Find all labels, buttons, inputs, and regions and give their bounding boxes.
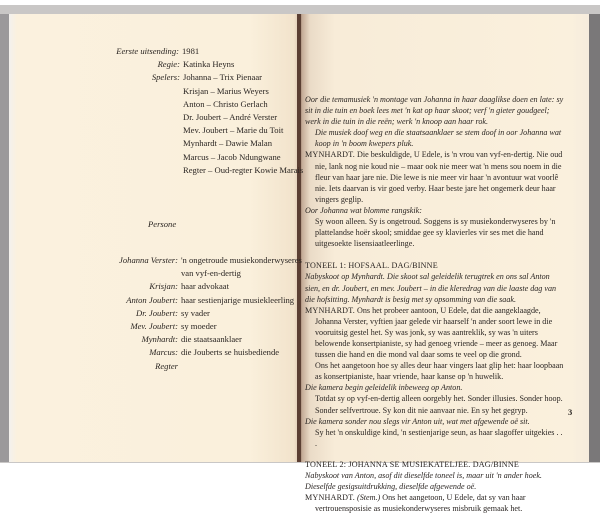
first-broadcast-label: Eerste uitsending: — [116, 46, 179, 56]
stage-direction: Die kamera sonder nou slegs vir Anton uit, wat met afgewende oë sit. — [305, 416, 530, 426]
character-row — [60, 280, 302, 293]
dialogue-text: Die beskuldigde, U Edele, is 'n vrou van vyf-en-dertig. Nie oud nie, lank nog nie koud nie – maar ook nie meer wat 'n mens sou noem in die fleur van haar jare nie. Die lewe is nie meer vir haar 'n avontuur wat voorlê nie. Iets daarvan is vir goed verby. Haar beste jare het ongemerk deur haar vingers geglip. — [315, 150, 563, 204]
cast-member: Johanna – Trix Pienaar — [183, 72, 263, 83]
page-number: 3 — [568, 407, 573, 417]
book-cover-edge-right — [589, 14, 600, 462]
stage-direction: Nabyskoot op Mynhardt. Die skoot sal geleidelik terugtrek en ons sal Anton sien, en dr. Joubert, en mev. Joubert – in die kleredrag van die laaste dag van die hofsitting. Mynhardt is besig met sy opsomming van die saak. — [305, 272, 557, 304]
dialogue-text: Sy woon alleen. Sy is ongetroud. Soggens is sy musiekonderwyseres by 'n plattelandse hoër skool; smiddae gee sy klavierles vir ses met die hand uitgesoekte lisensiaatleerlinge. — [315, 217, 556, 249]
scene-heading: TONEEL 2: JOHANNA SE MUSIEKATELJEE. DAG/BINNE — [305, 459, 520, 469]
character-desc: sy moeder — [181, 321, 217, 332]
cast-member: Mynhardt – Dawie Malan — [183, 138, 273, 149]
script-text — [305, 94, 565, 514]
dialogue-text: Ons het aangetoon hoe sy alles deur haar vingers laat glip het: haar loopbaan as konsertpianiste, haar vriende, haar kanse op 'n huwelik. — [315, 361, 564, 382]
parenthetical: (Stem.) — [357, 493, 381, 503]
character-row — [60, 307, 302, 320]
character-name: Mynhardt: — [141, 334, 178, 345]
character-row — [60, 346, 302, 359]
dialogue-text: Sy het 'n onskuldige kind, 'n sestienjarige seun, as haar slagoffer uitgekies . . . — [315, 427, 563, 448]
character-row — [60, 294, 302, 307]
dialogue-text: Ons het aangetoon, U Edele, dat sy van haar vertrouensposisie as musiekonderwyseres misbruik gemaak het. — [315, 493, 526, 514]
character-name: Mev. Joubert: — [130, 321, 178, 332]
character-desc: 'n ongetroude musiekonderwyseres — [181, 255, 302, 265]
character-row — [60, 360, 302, 373]
character-desc: haar sestienjarige musiekleerling — [181, 294, 295, 305]
credits-block — [116, 45, 303, 177]
stage-direction: Die musiek doof weg en die staatsaanklaer se stem doof in oor Johanna wat koop in 'n boom kwepers pluk. — [315, 128, 562, 149]
cast-member: Anton – Christo Gerlach — [183, 98, 268, 109]
character-row — [60, 254, 302, 267]
cast-row — [116, 71, 303, 84]
dialogue — [305, 149, 565, 204]
dialogue — [305, 305, 565, 360]
character-row — [60, 333, 302, 346]
cast-member: Regter – Oud-regter Kowie Marais — [183, 164, 304, 175]
persone-heading: Persone — [148, 219, 177, 229]
dialogue-text: Totdat sy op vyf-en-dertig alleen oorgebly het. Sonder illusies. Sonder hoop. Sonder selfvertroue. Sy kon dit nie aanvaar nie. En sy het gegryp. — [315, 394, 563, 415]
stage-direction: Nabyskoot van Anton, asof dit dieselfde toneel is, maar uit 'n ander hoek. Dieselfde gesigsuitdrukking, dieselfde afgewende oë. — [305, 471, 542, 492]
director-row — [116, 58, 303, 71]
character-name: Regter — [155, 360, 178, 371]
director-label: Regie: — [157, 59, 180, 70]
character-name: Krisjan: — [149, 281, 178, 292]
speaker-name: MYNHARDT. — [305, 493, 355, 503]
character-list — [60, 254, 302, 373]
character-desc: sy vader — [181, 307, 210, 318]
stage-direction: Oor die temamusiek 'n montage van Johanna in haar daaglikse doen en late: sy sit in die tuin en boek lees met 'n kat op haar skoot; verf 'n gieter goudgeel; werk in die tuin in die reën; werk 'n knoop aan haar rok. — [305, 95, 564, 127]
dialogue — [305, 492, 565, 514]
cast-label: Spelers: — [151, 72, 180, 83]
cast-member: Krisjan – Marius Weyers — [183, 85, 269, 96]
speaker-name: MYNHARDT. — [305, 150, 355, 160]
scene-heading: TONEEL 1: HOFSAAL. DAG/BINNE — [305, 261, 438, 271]
character-row — [60, 320, 302, 333]
first-broadcast-value: 1981 — [182, 46, 200, 56]
book-cover-edge-left — [0, 14, 9, 462]
stage-direction: Oor Johanna wat blomme rangskik: — [305, 205, 422, 215]
character-desc: die Jouberts se huisbediende — [181, 347, 280, 358]
character-name: Johanna Verster: — [119, 255, 178, 265]
character-desc: die staatsaanklaer — [181, 334, 242, 345]
cast-member: Mev. Joubert – Marie du Toit — [183, 125, 284, 136]
character-desc-continued: van vyf-en-dertig — [181, 268, 241, 279]
dialogue-text: Ons het probeer aantoon, U Edele, dat die aangeklaagde, Johanna Verster, vyftien jaar gelede vir haarself 'n ander soort lewe in die vooruitsig gestel het. Sy was jonk, sy was aantreklik, sy was 'n uiters belowende konsertpianiste, sy had genoeg vriende – meer as genoeg. Maar tussen die hand en die mond val daar soms te veel op die grond. — [315, 305, 558, 360]
speaker-name: MYNHARDT. — [305, 305, 355, 315]
character-desc: haar advokaat — [181, 281, 229, 292]
character-name: Dr. Joubert: — [135, 307, 178, 318]
character-name: Marcus: — [149, 347, 178, 358]
director-value: Katinka Heyns — [183, 59, 235, 70]
cast-member: Dr. Joubert – André Verster — [183, 112, 278, 123]
stage-direction: Die kamera begin geleidelik inbeweeg op Anton. — [305, 383, 463, 393]
character-name: Anton Joubert: — [126, 294, 178, 305]
first-broadcast-row — [115, 45, 303, 58]
cast-member: Marcus – Jacob Ndungwane — [183, 151, 281, 162]
